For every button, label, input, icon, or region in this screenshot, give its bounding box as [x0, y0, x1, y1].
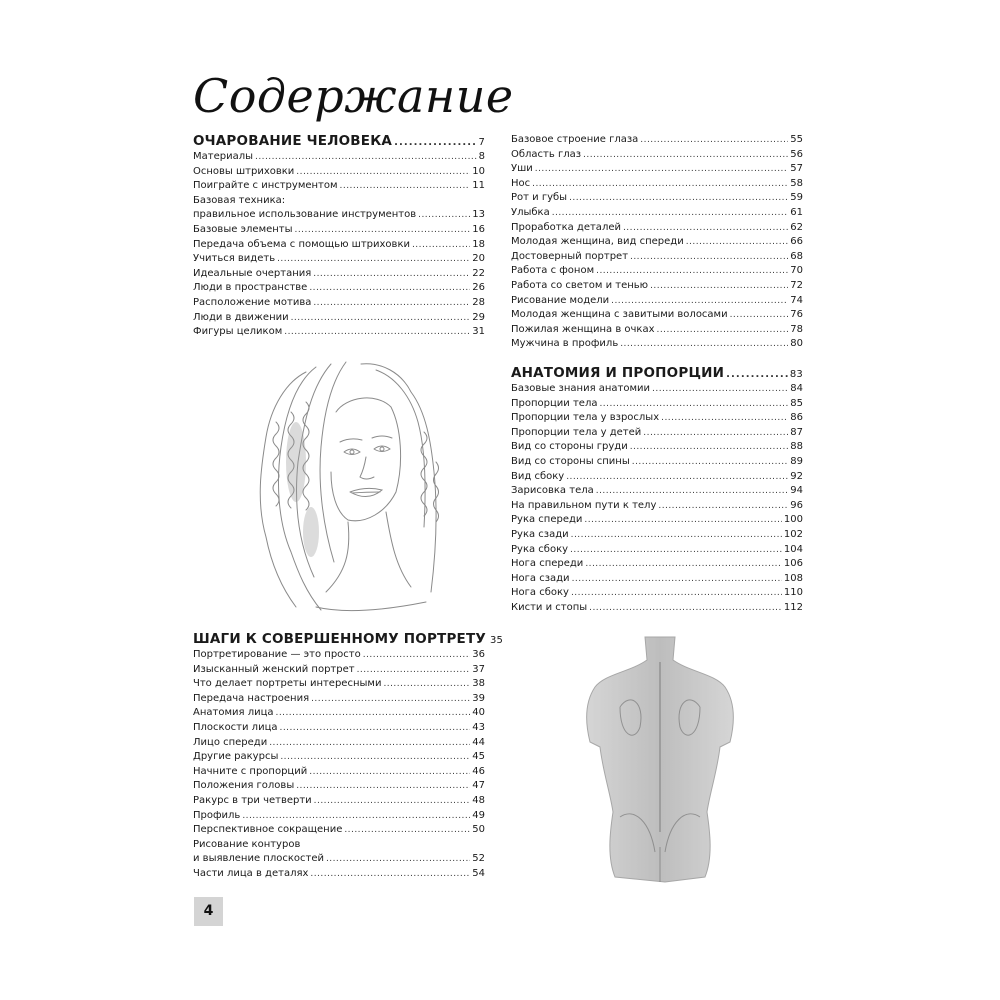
toc-entry-label: Люди в пространстве — [193, 282, 308, 294]
toc-entry[interactable] — [193, 179, 485, 194]
toc-entry-label: Пропорции тела — [511, 397, 598, 409]
toc-entry[interactable] — [511, 440, 803, 455]
toc-entry[interactable] — [511, 470, 803, 485]
toc-entry-label: Передача настроения — [193, 692, 310, 704]
toc-entry[interactable] — [193, 208, 485, 223]
dot-leader — [311, 692, 470, 707]
page-title: Содержание — [193, 69, 514, 123]
toc-entry[interactable] — [193, 252, 485, 267]
dot-leader — [309, 281, 470, 296]
toc-entry[interactable] — [511, 397, 803, 412]
toc-entry-page: 13 — [472, 209, 485, 221]
toc-entry-page: 70 — [790, 265, 803, 277]
toc-entry-page: 92 — [790, 470, 803, 482]
toc-entry-label: Молодая женщина с завитыми волосами — [511, 309, 728, 321]
toc-entry-page: 56 — [790, 148, 803, 160]
toc-entry-list — [193, 648, 485, 882]
toc-entry[interactable] — [193, 325, 485, 340]
toc-entry-label: Базовая техника: — [193, 194, 286, 206]
toc-entry-page: 52 — [472, 853, 485, 865]
toc-entry-page: 85 — [790, 397, 803, 409]
dot-leader — [296, 779, 470, 794]
toc-entry-page: 50 — [472, 824, 485, 836]
toc-entry[interactable] — [511, 557, 803, 572]
toc-entry-label: Основы штриховки — [193, 165, 295, 177]
toc-entry-list — [511, 382, 803, 616]
dot-leader — [383, 677, 470, 692]
toc-entry[interactable] — [511, 191, 803, 206]
toc-entry-page: 44 — [472, 736, 485, 748]
toc-entry[interactable] — [511, 323, 803, 338]
dot-leader — [242, 809, 470, 824]
dot-leader — [357, 663, 471, 678]
toc-entry-page: 37 — [472, 663, 485, 675]
toc-entry-label: Портретирование — это просто — [193, 649, 361, 660]
toc-entry-list — [511, 133, 803, 352]
toc-entry[interactable] — [511, 572, 803, 587]
toc-entry-label: Рисование контуров — [193, 838, 301, 850]
torso-sketch-icon — [575, 632, 745, 887]
toc-entry[interactable] — [193, 238, 485, 253]
toc-entry[interactable] — [511, 148, 803, 163]
toc-entry-label: Другие ракурсы — [193, 751, 279, 763]
toc-section-heading[interactable]: АНАТОМИЯ И ПРОПОРЦИИ . . . 83 — [511, 365, 803, 382]
toc-entry-label: Мужчина в профиль — [511, 338, 619, 350]
toc-entry-label: Материалы — [193, 151, 253, 162]
toc-entry[interactable] — [511, 294, 803, 309]
dot-leader — [314, 794, 471, 809]
dot-leader — [313, 267, 470, 282]
toc-entry-label: Пропорции тела у взрослых — [511, 412, 660, 424]
dot-leader — [295, 223, 471, 238]
dot-leader — [611, 294, 788, 309]
dot-leader — [620, 337, 788, 352]
toc-entry-page: 57 — [790, 163, 803, 175]
toc-entry-page: 46 — [472, 765, 485, 777]
toc-entry-page: 11 — [472, 180, 485, 192]
dot-leader — [569, 191, 788, 206]
toc-entry-page: 43 — [472, 721, 485, 733]
toc-entry-label: Люди в движении — [193, 311, 289, 323]
toc-entry-page: 88 — [790, 441, 803, 453]
toc-entry-page: 104 — [783, 543, 803, 555]
toc-entry-page: 66 — [790, 236, 803, 248]
toc-entry-label: На правильном пути к телу — [511, 499, 657, 511]
toc-entry-page: 58 — [790, 177, 803, 189]
toc-entry-page: 84 — [790, 383, 803, 394]
toc-entry[interactable] — [193, 779, 485, 794]
dot-leader — [589, 601, 782, 616]
dot-leader — [309, 765, 470, 780]
dot-leader — [623, 221, 788, 236]
dot-leader — [269, 736, 470, 751]
toc-entry-label: и выявление плоскостей — [193, 853, 324, 865]
toc-entry-label: Область глаз — [511, 148, 582, 160]
toc-entry[interactable] — [193, 736, 485, 751]
dot-leader — [572, 572, 782, 587]
dot-leader — [277, 252, 470, 267]
toc-entry-label: Нос — [511, 177, 531, 189]
toc-entry-page: 96 — [790, 499, 803, 511]
toc-entry[interactable] — [511, 411, 803, 426]
toc-entry[interactable] — [511, 133, 803, 148]
toc-entry-label: Вид со стороны спины — [511, 455, 630, 467]
toc-entry-label: Рисование модели — [511, 294, 610, 306]
toc-entry-page: 62 — [790, 221, 803, 233]
dot-leader — [632, 455, 789, 470]
toc-entry-label: Проработка деталей — [511, 221, 621, 233]
toc-entry-page: 94 — [790, 485, 803, 497]
dot-leader — [566, 470, 788, 485]
dot-leader — [658, 499, 788, 514]
toc-entry-label: Рот и губы — [511, 192, 568, 204]
toc-entry-page: 55 — [790, 134, 803, 145]
toc-entry[interactable] — [511, 206, 803, 221]
toc-entry-page: 110 — [783, 587, 803, 599]
page-number-badge: 4 — [194, 897, 223, 926]
toc-entry-page: 31 — [472, 326, 485, 338]
dot-leader — [280, 721, 471, 736]
toc-entry-label: Анатомия лица — [193, 707, 274, 719]
toc-entry-page: 36 — [472, 649, 485, 660]
dot-leader — [584, 513, 782, 528]
toc-entry-page: 108 — [783, 572, 803, 584]
dot-leader — [585, 557, 782, 572]
toc-entry-label: Профиль — [193, 809, 241, 821]
toc-entry-list — [193, 150, 485, 340]
toc-entry-label: Что делает портреты интересными — [193, 678, 382, 690]
toc-entry[interactable] — [193, 311, 485, 326]
toc-entry[interactable] — [511, 601, 803, 616]
dot-leader — [552, 206, 789, 221]
toc-entry[interactable] — [193, 721, 485, 736]
toc-entry-page: 29 — [472, 311, 485, 323]
toc-entry-page: 16 — [472, 223, 485, 235]
toc-entry-label: Начните с пропорций — [193, 765, 308, 777]
toc-entry-label: Достоверный портрет — [511, 250, 629, 262]
dot-leader — [583, 148, 788, 163]
toc-section-heading[interactable]: ШАГИ К СОВЕРШЕННОМУ ПОРТРЕТУ 35 — [193, 631, 504, 647]
toc-entry[interactable] — [511, 586, 803, 601]
toc-entry[interactable] — [193, 706, 485, 721]
dot-leader — [363, 648, 471, 663]
toc-entry-page: 87 — [790, 426, 803, 438]
dot-leader — [296, 165, 470, 180]
dot-leader — [596, 264, 788, 279]
toc-entry-page: 39 — [472, 692, 485, 704]
toc-entry[interactable] — [511, 250, 803, 265]
toc-entry-page: 72 — [790, 279, 803, 291]
toc-entry[interactable] — [193, 296, 485, 311]
dot-leader — [650, 279, 788, 294]
toc-entry-page: 78 — [790, 323, 803, 335]
dot-leader — [640, 133, 788, 148]
toc-entry[interactable] — [511, 484, 803, 499]
toc-entry[interactable] — [511, 499, 803, 514]
toc-entry-page: 61 — [790, 206, 803, 218]
toc-entry-label: Перспективное сокращение — [193, 824, 343, 836]
toc-entry-label: Работа со светом и тенью — [511, 279, 649, 291]
toc-entry-label: Уши — [511, 163, 533, 175]
toc-entry[interactable] — [193, 648, 485, 663]
toc-entry-label: Пропорции тела у детей — [511, 426, 642, 438]
toc-entry-page: 10 — [472, 165, 485, 177]
toc-section-charm — [193, 133, 485, 340]
toc-entry-label: Положения головы — [193, 780, 295, 792]
toc-entry[interactable] — [193, 267, 485, 282]
toc-entry-label: Нога спереди — [511, 558, 584, 570]
portrait-sketch-icon — [236, 352, 466, 620]
toc-entry-label: Базовые элементы — [193, 223, 293, 235]
toc-entry-label: Учиться видеть — [193, 253, 276, 265]
toc-entry[interactable] — [193, 281, 485, 296]
toc-entry[interactable] — [511, 528, 803, 543]
toc-entry[interactable] — [511, 264, 803, 279]
toc-entry[interactable] — [511, 426, 803, 441]
toc-entry-label: Базовые знания анатомии — [511, 383, 651, 394]
toc-entry[interactable] — [193, 165, 485, 180]
toc-entry-page: 76 — [790, 309, 803, 321]
toc-entry-label: Изысканный женский портрет — [193, 663, 355, 675]
toc-entry[interactable] — [193, 663, 485, 678]
toc-section-portrait — [193, 631, 504, 882]
dot-leader — [661, 411, 788, 426]
toc-entry[interactable] — [193, 867, 485, 882]
toc-entry-label: Передача объема с помощью штриховки — [193, 238, 410, 250]
toc-entry-page: 54 — [472, 867, 485, 879]
dot-leader — [535, 162, 789, 177]
toc-entry-page: 8 — [478, 151, 485, 162]
dot-leader — [291, 311, 471, 326]
dot-leader — [570, 543, 782, 558]
toc-entry-page: 59 — [790, 192, 803, 204]
toc-entry-label: Вид со стороны груди — [511, 441, 628, 453]
toc-entry-page: 74 — [790, 294, 803, 306]
toc-entry-label: Зарисовка тела — [511, 485, 594, 497]
toc-entry[interactable] — [511, 177, 803, 192]
dot-leader — [643, 426, 788, 441]
toc-entry-label: Идеальные очертания — [193, 267, 312, 279]
toc-entry-page: 89 — [790, 455, 803, 467]
toc-entry-label: Части лица в деталях — [193, 867, 309, 879]
toc-entry[interactable] — [511, 455, 803, 470]
dot-leader — [344, 823, 470, 838]
toc-entry[interactable] — [511, 221, 803, 236]
toc-entry-page: 18 — [472, 238, 485, 250]
toc-entry[interactable] — [193, 677, 485, 692]
toc-entry-label: Лицо спереди — [193, 736, 268, 748]
dot-leader — [255, 150, 477, 165]
toc-section-heading[interactable]: ОЧАРОВАНИЕ ЧЕЛОВЕКА . . . 7 — [193, 133, 485, 150]
toc-entry-label: Улыбка — [511, 206, 550, 218]
toc-entry-label: Ракурс в три четверти — [193, 794, 312, 806]
toc-entry[interactable] — [511, 235, 803, 250]
toc-entry-label: Плоскости лица — [193, 721, 278, 733]
toc-entry-label: Рука сбоку — [511, 543, 569, 555]
toc-entry-label: правильное использование инструментов — [193, 209, 417, 221]
toc-entry-page: 86 — [790, 412, 803, 424]
toc-entry-label: Вид сбоку — [511, 470, 565, 482]
dot-leader — [418, 208, 470, 223]
toc-entry[interactable] — [511, 337, 803, 352]
dot-leader — [412, 238, 470, 253]
dot-leader — [284, 325, 470, 340]
toc-entry-label: Поиграйте с инструментом — [193, 180, 338, 192]
toc-entry-page: 28 — [472, 296, 485, 308]
toc-entry-page: 80 — [790, 338, 803, 350]
toc-entry[interactable] — [511, 162, 803, 177]
toc-entry-page: 49 — [472, 809, 485, 821]
toc-entry-page: 22 — [472, 267, 485, 279]
dot-leader — [280, 750, 470, 765]
dot-leader — [652, 382, 788, 397]
toc-section-anatomy — [511, 365, 803, 616]
dot-leader — [571, 586, 782, 601]
toc-entry-page: 38 — [472, 678, 485, 690]
toc-entry-label: Рука сзади — [511, 528, 569, 540]
toc-entry[interactable] — [193, 823, 485, 838]
dot-leader — [596, 484, 789, 499]
dot-leader — [686, 235, 789, 250]
toc-entry-label: Расположение мотива — [193, 296, 312, 308]
toc-entry-label: Работа с фоном — [511, 265, 595, 277]
dot-leader — [599, 397, 788, 412]
toc-entry-page: 40 — [472, 707, 485, 719]
toc-entry-label: Фигуры целиком — [193, 326, 283, 338]
dot-leader — [630, 440, 789, 455]
toc-entry-label: Молодая женщина, вид спереди — [511, 236, 684, 248]
toc-entry[interactable] — [193, 794, 485, 809]
toc-entry-page: 20 — [472, 253, 485, 265]
toc-entry-label: Рука спереди — [511, 514, 583, 526]
dot-leader — [630, 250, 788, 265]
toc-entry[interactable] — [193, 194, 485, 209]
toc-entry-page: 47 — [472, 780, 485, 792]
toc-entry-label: Базовое строение глаза — [511, 134, 639, 145]
dot-leader — [571, 528, 782, 543]
toc-continued-entries — [511, 133, 803, 352]
toc-entry-label: Кисти и стопы — [511, 601, 588, 613]
toc-entry-label: Нога сбоку — [511, 587, 569, 599]
dot-leader — [657, 323, 789, 338]
toc-entry-label: Нога сзади — [511, 572, 570, 584]
toc-entry[interactable] — [193, 223, 485, 238]
dot-leader — [313, 296, 470, 311]
toc-entry[interactable] — [511, 513, 803, 528]
toc-entry-page: 45 — [472, 751, 485, 763]
dot-leader — [730, 308, 789, 323]
toc-entry-page: 48 — [472, 794, 485, 806]
toc-entry-page: 68 — [790, 250, 803, 262]
toc-entry-page: 102 — [783, 528, 803, 540]
toc-entry[interactable] — [193, 852, 485, 867]
toc-entry[interactable] — [511, 279, 803, 294]
toc-entry[interactable] — [193, 750, 485, 765]
toc-entry-label: Пожилая женщина в очках — [511, 323, 655, 335]
toc-entry[interactable] — [511, 543, 803, 558]
toc-entry[interactable] — [511, 382, 803, 397]
toc-entry[interactable] — [511, 308, 803, 323]
toc-entry-page: 106 — [783, 558, 803, 570]
back-anatomy-illustration — [575, 632, 745, 887]
toc-entry[interactable] — [193, 765, 485, 780]
dot-leader — [340, 179, 471, 194]
toc-entry-page: 100 — [783, 514, 803, 526]
toc-entry[interactable] — [193, 838, 485, 853]
toc-entry[interactable] — [193, 809, 485, 824]
toc-entry-page: 112 — [783, 601, 803, 613]
toc-entry[interactable] — [193, 150, 485, 165]
woman-portrait-illustration — [236, 352, 466, 620]
toc-entry[interactable] — [193, 692, 485, 707]
dot-leader — [276, 706, 471, 721]
toc-entry-page: 26 — [472, 282, 485, 294]
dot-leader — [532, 177, 788, 192]
dot-leader — [310, 867, 470, 882]
dot-leader — [326, 852, 470, 867]
